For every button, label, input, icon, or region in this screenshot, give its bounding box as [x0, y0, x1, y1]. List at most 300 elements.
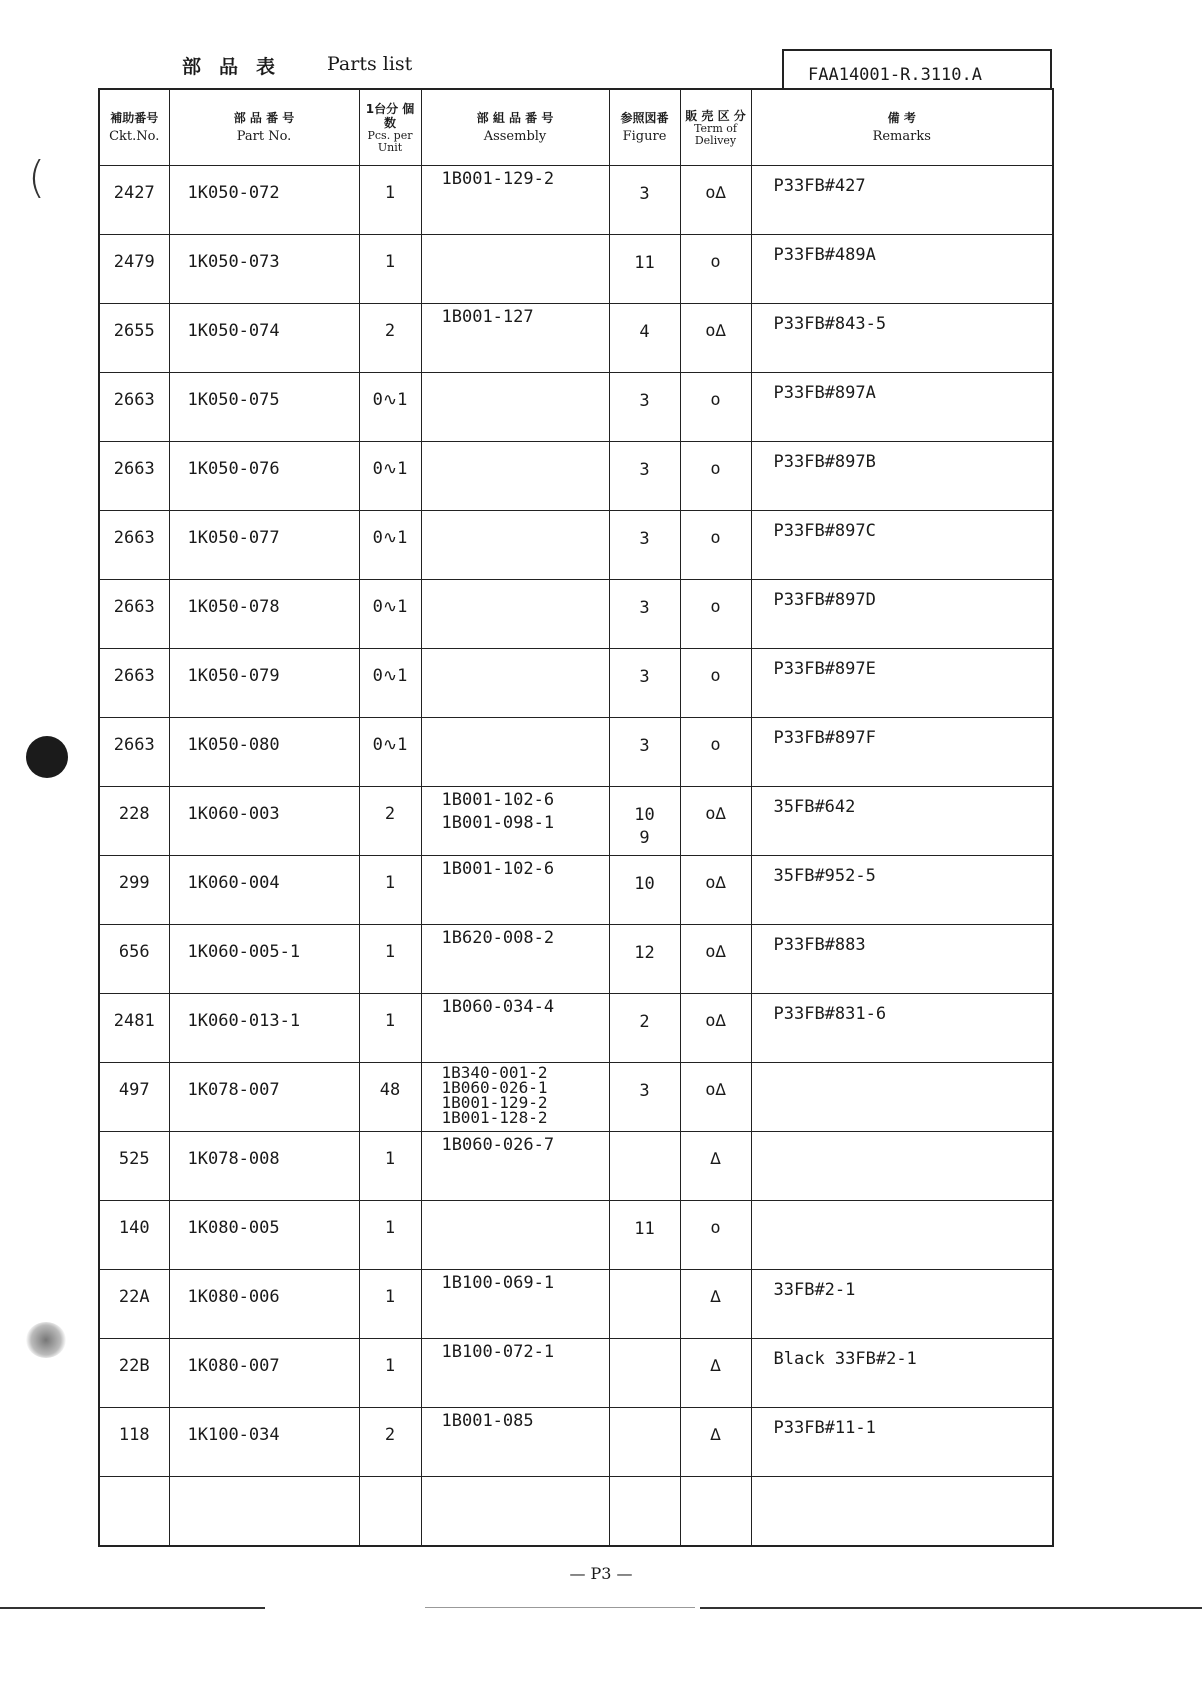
- assembly-cell-line: 1B001-129-2: [441, 1093, 548, 1112]
- ckt-no-cell-value: 2663: [113, 597, 155, 617]
- part-no-cell: [169, 511, 359, 580]
- remarks-cell: [751, 718, 1053, 787]
- part-no-cell: [169, 856, 359, 925]
- assembly-cell-line: 1B001-128-2: [441, 1108, 548, 1127]
- table-row: [99, 1408, 1053, 1477]
- table-row: [99, 787, 1053, 856]
- table-row: [99, 304, 1053, 373]
- ckt-no-cell: [99, 511, 169, 580]
- assembly-cell-line: 1B100-072-1: [441, 1342, 555, 1362]
- ckt-no-cell-value: 2663: [113, 528, 155, 548]
- assembly-cell: [421, 649, 609, 718]
- pcs-per-unit-cell-value: 0∿1: [372, 735, 408, 755]
- figure-cell: [609, 718, 680, 787]
- pcs-per-unit-cell-value: 2: [384, 804, 396, 824]
- part-no-cell-value: 1K080-007: [187, 1356, 280, 1376]
- bottom-rule-right: [700, 1607, 1202, 1609]
- part-no-cell: [169, 373, 359, 442]
- ckt-no-cell-value: 22A: [118, 1287, 150, 1307]
- term-of-delivery-cell-value: o∆: [705, 804, 726, 824]
- title-jp: 部品表: [182, 56, 294, 78]
- term-of-delivery-cell-value: o∆: [705, 1011, 726, 1031]
- table-row: [99, 1132, 1053, 1201]
- remarks-cell-value: P33FB#897F: [773, 728, 876, 748]
- ckt-no-cell-value: 2663: [113, 459, 155, 479]
- remarks-cell-value: P33FB#883: [773, 935, 866, 955]
- remarks-cell-value: [752, 1201, 1053, 1211]
- part-no-cell-value: 1K080-005: [187, 1218, 280, 1238]
- assembly-cell: [421, 1063, 609, 1132]
- remarks-cell-value: P33FB#897A: [773, 383, 876, 403]
- ckt-no-cell-value: 525: [118, 1149, 150, 1169]
- ckt-no-cell-value: [100, 1477, 169, 1494]
- remarks-cell-value: P33FB#427: [773, 176, 866, 196]
- part-no-cell-value: 1K060-003: [187, 804, 280, 824]
- bottom-rule-left: [0, 1607, 265, 1609]
- remarks-cell: [751, 1339, 1053, 1408]
- remarks-cell-value: [752, 1063, 1053, 1073]
- remarks-cell: [751, 787, 1053, 856]
- part-no-cell: [169, 718, 359, 787]
- table-row: [99, 1477, 1053, 1547]
- table-row: [99, 1201, 1053, 1270]
- figure-cell-line: 10: [634, 874, 655, 894]
- remarks-cell: [751, 649, 1053, 718]
- ckt-no-cell: [99, 1339, 169, 1408]
- ckt-no-cell: [99, 1270, 169, 1339]
- remarks-cell: [751, 856, 1053, 925]
- document-number-text: FAA14001-R.3110.A: [808, 65, 982, 85]
- table-row: [99, 1339, 1053, 1408]
- remarks-cell-value: 35FB#952-5: [773, 866, 876, 886]
- figure-cell-line: 11: [634, 1219, 655, 1239]
- term-of-delivery-cell: [680, 442, 751, 511]
- pcs-per-unit-cell: [359, 787, 421, 856]
- figure-cell-line: 3: [639, 598, 650, 618]
- ckt-no-cell: [99, 649, 169, 718]
- term-of-delivery-cell: [680, 787, 751, 856]
- table-row: [99, 856, 1053, 925]
- term-of-delivery-cell-value: ∆: [710, 1356, 721, 1376]
- remarks-cell: [751, 166, 1053, 235]
- pcs-per-unit-cell-value: 0∿1: [372, 459, 408, 479]
- pcs-per-unit-cell-value: 2: [384, 321, 396, 341]
- part-no-cell: [169, 235, 359, 304]
- assembly-cell: [421, 925, 609, 994]
- figure-cell: [609, 1408, 680, 1477]
- pcs-per-unit-cell-value: 0∿1: [372, 666, 408, 686]
- table-header-row: [99, 89, 1053, 166]
- part-no-cell: [169, 442, 359, 511]
- ckt-no-cell-value: 22B: [118, 1356, 150, 1376]
- term-of-delivery-cell-value: o∆: [705, 942, 726, 962]
- term-of-delivery-cell: [680, 649, 751, 718]
- pcs-per-unit-cell-value: 1: [384, 1356, 396, 1376]
- pcs-per-unit-cell-value: 1: [384, 942, 396, 962]
- term-of-delivery-cell-value: o∆: [705, 873, 726, 893]
- figure-cell-line: 12: [634, 943, 655, 963]
- figure-cell-line: 3: [639, 667, 650, 687]
- pcs-per-unit-cell: [359, 442, 421, 511]
- assembly-cell: [421, 511, 609, 580]
- figure-cell-line: 3: [639, 736, 650, 756]
- remarks-cell: [751, 1132, 1053, 1201]
- assembly-cell: [421, 442, 609, 511]
- remarks-cell-value: P33FB#897C: [773, 521, 876, 541]
- figure-cell: [609, 787, 680, 856]
- ckt-no-cell: [99, 1408, 169, 1477]
- pcs-per-unit-cell: [359, 1477, 421, 1547]
- remarks-cell: [751, 235, 1053, 304]
- figure-cell: [609, 1132, 680, 1201]
- assembly-cell: [421, 787, 609, 856]
- remarks-cell-value: P33FB#843-5: [773, 314, 887, 334]
- ckt-no-cell: [99, 373, 169, 442]
- term-of-delivery-cell-value: o∆: [705, 183, 726, 203]
- pcs-per-unit-cell-value: 1: [384, 873, 396, 893]
- part-no-cell-value: 1K050-078: [187, 597, 280, 617]
- assembly-cell: [421, 1201, 609, 1270]
- ckt-no-cell: [99, 304, 169, 373]
- ckt-no-cell-value: 497: [118, 1080, 150, 1100]
- assembly-cell-line: 1B001-129-2: [441, 169, 555, 189]
- pcs-per-unit-cell-value: 0∿1: [372, 528, 408, 548]
- ckt-no-cell: [99, 925, 169, 994]
- figure-cell-line: 3: [639, 460, 650, 480]
- ckt-no-cell-value: 228: [118, 804, 150, 824]
- assembly-cell: [421, 1270, 609, 1339]
- assembly-cell-line: 1B001-098-1: [441, 813, 555, 833]
- remarks-cell-value: 33FB#2-1: [773, 1280, 856, 1300]
- pcs-per-unit-cell-value: 1: [384, 1011, 396, 1031]
- page-number: — P3 —: [569, 1564, 633, 1583]
- remarks-cell-value: [752, 1132, 1053, 1142]
- remarks-cell-value: P33FB#897E: [773, 659, 876, 679]
- margin-mark: (: [28, 152, 46, 203]
- pcs-per-unit-cell: [359, 1339, 421, 1408]
- table-row: [99, 994, 1053, 1063]
- pcs-per-unit-cell: [359, 718, 421, 787]
- ckt-no-cell: [99, 1132, 169, 1201]
- term-of-delivery-cell-value: [681, 1477, 751, 1494]
- ckt-no-cell-value: 2663: [113, 735, 155, 755]
- part-no-cell: [169, 1201, 359, 1270]
- col-header-part: 部 品 番 号 Part No.: [169, 89, 359, 166]
- ckt-no-cell: [99, 442, 169, 511]
- col-header-assembly: 部 組 品 番 号 Assembly: [421, 89, 609, 166]
- remarks-cell-value: 35FB#642: [773, 797, 856, 817]
- title-en: Parts list: [327, 53, 413, 75]
- remarks-cell-value: P33FB#11-1: [773, 1418, 876, 1438]
- figure-cell: [609, 1063, 680, 1132]
- assembly-cell-line: 1B001-085: [441, 1411, 534, 1431]
- ckt-no-cell: [99, 856, 169, 925]
- part-no-cell: [169, 649, 359, 718]
- remarks-cell: [751, 1408, 1053, 1477]
- pcs-per-unit-cell-value: 1: [384, 1218, 396, 1238]
- term-of-delivery-cell-value: o: [710, 735, 721, 755]
- part-no-cell-value: 1K100-034: [187, 1425, 280, 1445]
- term-of-delivery-cell: [680, 718, 751, 787]
- pcs-per-unit-cell-value: 0∿1: [372, 390, 408, 410]
- part-no-cell: [169, 1408, 359, 1477]
- table-row: [99, 718, 1053, 787]
- pcs-per-unit-cell: [359, 373, 421, 442]
- part-no-cell-value: 1K050-074: [187, 321, 280, 341]
- remarks-cell: [751, 304, 1053, 373]
- part-no-cell-value: 1K078-007: [187, 1080, 280, 1100]
- pcs-per-unit-cell-value: 2: [384, 1425, 396, 1445]
- pcs-per-unit-cell: [359, 1063, 421, 1132]
- figure-cell-line: 2: [639, 1012, 650, 1032]
- term-of-delivery-cell: [680, 1408, 751, 1477]
- pcs-per-unit-cell-value: 1: [384, 1149, 396, 1169]
- ckt-no-cell: [99, 166, 169, 235]
- remarks-cell: [751, 1270, 1053, 1339]
- figure-cell-line: 11: [634, 253, 655, 273]
- ckt-no-cell-value: 118: [118, 1425, 150, 1445]
- assembly-cell-line: 1B060-034-4: [441, 997, 555, 1017]
- assembly-cell: [421, 1339, 609, 1408]
- assembly-cell: [421, 1408, 609, 1477]
- part-no-cell: [169, 925, 359, 994]
- table-row: [99, 580, 1053, 649]
- part-no-cell-value: [170, 1477, 359, 1494]
- part-no-cell-value: 1K078-008: [187, 1149, 280, 1169]
- remarks-cell: [751, 1477, 1053, 1547]
- assembly-cell: [421, 373, 609, 442]
- ckt-no-cell: [99, 787, 169, 856]
- term-of-delivery-cell: [680, 1477, 751, 1547]
- figure-cell: [609, 373, 680, 442]
- table-row: [99, 166, 1053, 235]
- term-of-delivery-cell: [680, 1339, 751, 1408]
- assembly-cell: [421, 1477, 609, 1547]
- term-of-delivery-cell: [680, 580, 751, 649]
- term-of-delivery-cell-value: o: [710, 459, 721, 479]
- figure-cell: [609, 442, 680, 511]
- figure-cell-line: 3: [639, 1081, 650, 1101]
- ckt-no-cell-value: 2663: [113, 390, 155, 410]
- part-no-cell-value: 1K060-004: [187, 873, 280, 893]
- ckt-no-cell-value: 140: [118, 1218, 150, 1238]
- term-of-delivery-cell-value: o: [710, 252, 721, 272]
- term-of-delivery-cell-value: o: [710, 666, 721, 686]
- part-no-cell: [169, 1339, 359, 1408]
- ckt-no-cell: [99, 1201, 169, 1270]
- assembly-cell-line: 1B620-008-2: [441, 928, 555, 948]
- ckt-no-cell-value: 2655: [113, 321, 155, 341]
- pcs-per-unit-cell: [359, 304, 421, 373]
- table-row: [99, 511, 1053, 580]
- col-header-figure: 参照図番 Figure: [609, 89, 680, 166]
- ckt-no-cell: [99, 1063, 169, 1132]
- part-no-cell: [169, 1063, 359, 1132]
- part-no-cell-value: 1K060-005-1: [187, 942, 301, 962]
- pcs-per-unit-cell: [359, 166, 421, 235]
- ckt-no-cell-value: 2663: [113, 666, 155, 686]
- pcs-per-unit-cell: [359, 580, 421, 649]
- term-of-delivery-cell-value: o∆: [705, 1080, 726, 1100]
- figure-cell-line: 4: [639, 322, 650, 342]
- figure-cell-line: 3: [639, 184, 650, 204]
- pcs-per-unit-cell-value: 48: [379, 1080, 401, 1100]
- term-of-delivery-cell-value: o∆: [705, 321, 726, 341]
- figure-cell: [609, 994, 680, 1063]
- figure-cell: [609, 304, 680, 373]
- part-no-cell: [169, 1477, 359, 1547]
- part-no-cell: [169, 994, 359, 1063]
- figure-cell: [609, 511, 680, 580]
- ckt-no-cell: [99, 994, 169, 1063]
- term-of-delivery-cell: [680, 304, 751, 373]
- figure-cell: [609, 235, 680, 304]
- term-of-delivery-cell-value: ∆: [710, 1425, 721, 1445]
- document-number: [782, 49, 1052, 88]
- pcs-per-unit-cell: [359, 856, 421, 925]
- remarks-cell: [751, 925, 1053, 994]
- col-header-remarks: 備 考 Remarks: [751, 89, 1053, 166]
- part-no-cell: [169, 166, 359, 235]
- assembly-cell: [421, 718, 609, 787]
- part-no-cell: [169, 1270, 359, 1339]
- remarks-cell-value: P33FB#897D: [773, 590, 876, 610]
- figure-cell: [609, 1477, 680, 1547]
- pcs-per-unit-cell-value: 1: [384, 1287, 396, 1307]
- part-no-cell: [169, 1132, 359, 1201]
- term-of-delivery-cell: [680, 994, 751, 1063]
- term-of-delivery-cell-value: ∆: [710, 1149, 721, 1169]
- figure-cell: [609, 580, 680, 649]
- remarks-cell-value: Black 33FB#2-1: [773, 1349, 917, 1369]
- part-no-cell-value: 1K060-013-1: [187, 1011, 301, 1031]
- part-no-cell-value: 1K050-079: [187, 666, 280, 686]
- figure-cell-line: 9: [639, 828, 650, 848]
- figure-cell: [609, 166, 680, 235]
- term-of-delivery-cell-value: ∆: [710, 1287, 721, 1307]
- assembly-cell: [421, 304, 609, 373]
- pcs-per-unit-cell-value: 0∿1: [372, 597, 408, 617]
- remarks-cell-value: [752, 1477, 1053, 1487]
- table-row: [99, 1270, 1053, 1339]
- part-no-cell: [169, 580, 359, 649]
- term-of-delivery-cell: [680, 166, 751, 235]
- part-no-cell-value: 1K050-080: [187, 735, 280, 755]
- ckt-no-cell: [99, 718, 169, 787]
- pcs-per-unit-cell: [359, 1132, 421, 1201]
- ckt-no-cell: [99, 1477, 169, 1547]
- punch-hole-mark: [26, 1322, 66, 1358]
- pcs-per-unit-cell: [359, 511, 421, 580]
- figure-cell-line: 3: [639, 391, 650, 411]
- figure-cell: [609, 1339, 680, 1408]
- table-row: [99, 925, 1053, 994]
- part-no-cell-value: 1K050-076: [187, 459, 280, 479]
- assembly-cell-line: 1B060-026-7: [441, 1135, 555, 1155]
- term-of-delivery-cell: [680, 1270, 751, 1339]
- table-row: [99, 235, 1053, 304]
- parts-table: [98, 88, 1054, 1547]
- ckt-no-cell-value: 2427: [113, 183, 155, 203]
- table-row: [99, 442, 1053, 511]
- term-of-delivery-cell: [680, 1063, 751, 1132]
- remarks-cell: [751, 511, 1053, 580]
- part-no-cell: [169, 304, 359, 373]
- figure-cell: [609, 1270, 680, 1339]
- figure-cell: [609, 856, 680, 925]
- part-no-cell-value: 1K050-075: [187, 390, 280, 410]
- figure-cell: [609, 1201, 680, 1270]
- assembly-cell-line: 1B001-127: [441, 307, 534, 327]
- part-no-cell: [169, 787, 359, 856]
- punch-hole-mark: [26, 736, 68, 778]
- ckt-no-cell: [99, 580, 169, 649]
- part-no-cell-value: 1K050-072: [187, 183, 280, 203]
- term-of-delivery-cell-value: o: [710, 1218, 721, 1238]
- pcs-per-unit-cell: [359, 994, 421, 1063]
- term-of-delivery-cell: [680, 856, 751, 925]
- term-of-delivery-cell-value: o: [710, 390, 721, 410]
- pcs-per-unit-cell: [359, 235, 421, 304]
- table-row: [99, 373, 1053, 442]
- assembly-cell: [421, 856, 609, 925]
- figure-cell: [609, 649, 680, 718]
- ckt-no-cell-value: 2479: [113, 252, 155, 272]
- remarks-cell: [751, 442, 1053, 511]
- term-of-delivery-cell: [680, 925, 751, 994]
- assembly-cell: [421, 1132, 609, 1201]
- remarks-cell: [751, 1063, 1053, 1132]
- term-of-delivery-cell: [680, 235, 751, 304]
- pcs-per-unit-cell: [359, 1408, 421, 1477]
- figure-cell-line: 10: [634, 805, 655, 825]
- table-row: [99, 1063, 1053, 1132]
- term-of-delivery-cell-value: o: [710, 597, 721, 617]
- assembly-cell: [421, 994, 609, 1063]
- assembly-cell: [421, 235, 609, 304]
- col-header-term: 販 売 区 分 Term of Delivey: [680, 89, 751, 166]
- term-of-delivery-cell-value: o: [710, 528, 721, 548]
- bottom-rule-center: [425, 1607, 695, 1608]
- term-of-delivery-cell: [680, 1201, 751, 1270]
- part-no-cell-value: 1K050-073: [187, 252, 280, 272]
- assembly-cell-line: 1B100-069-1: [441, 1273, 555, 1293]
- ckt-no-cell-value: 2481: [113, 1011, 155, 1031]
- ckt-no-cell: [99, 235, 169, 304]
- ckt-no-cell-value: 299: [118, 873, 150, 893]
- ckt-no-cell-value: 656: [118, 942, 150, 962]
- col-header-ckt: 補助番号 Ckt.No.: [99, 89, 169, 166]
- remarks-cell: [751, 994, 1053, 1063]
- pcs-per-unit-cell-value: 1: [384, 252, 396, 272]
- assembly-cell-line: 1B001-102-6: [441, 859, 555, 879]
- term-of-delivery-cell: [680, 511, 751, 580]
- remarks-cell-value: P33FB#897B: [773, 452, 876, 472]
- remarks-cell: [751, 373, 1053, 442]
- assembly-cell-line: 1B340-001-2: [441, 1063, 548, 1082]
- term-of-delivery-cell: [680, 1132, 751, 1201]
- part-no-cell-value: 1K050-077: [187, 528, 280, 548]
- part-no-cell-value: 1K080-006: [187, 1287, 280, 1307]
- assembly-cell-line: 1B060-026-1: [441, 1078, 548, 1097]
- col-header-pcs: 1台分 個 数 Pcs. per Unit: [359, 89, 421, 166]
- assembly-cell: [421, 580, 609, 649]
- pcs-per-unit-cell-value: 1: [384, 183, 396, 203]
- pcs-per-unit-cell-value: [360, 1477, 421, 1494]
- assembly-cell: [421, 166, 609, 235]
- pcs-per-unit-cell: [359, 1201, 421, 1270]
- remarks-cell: [751, 1201, 1053, 1270]
